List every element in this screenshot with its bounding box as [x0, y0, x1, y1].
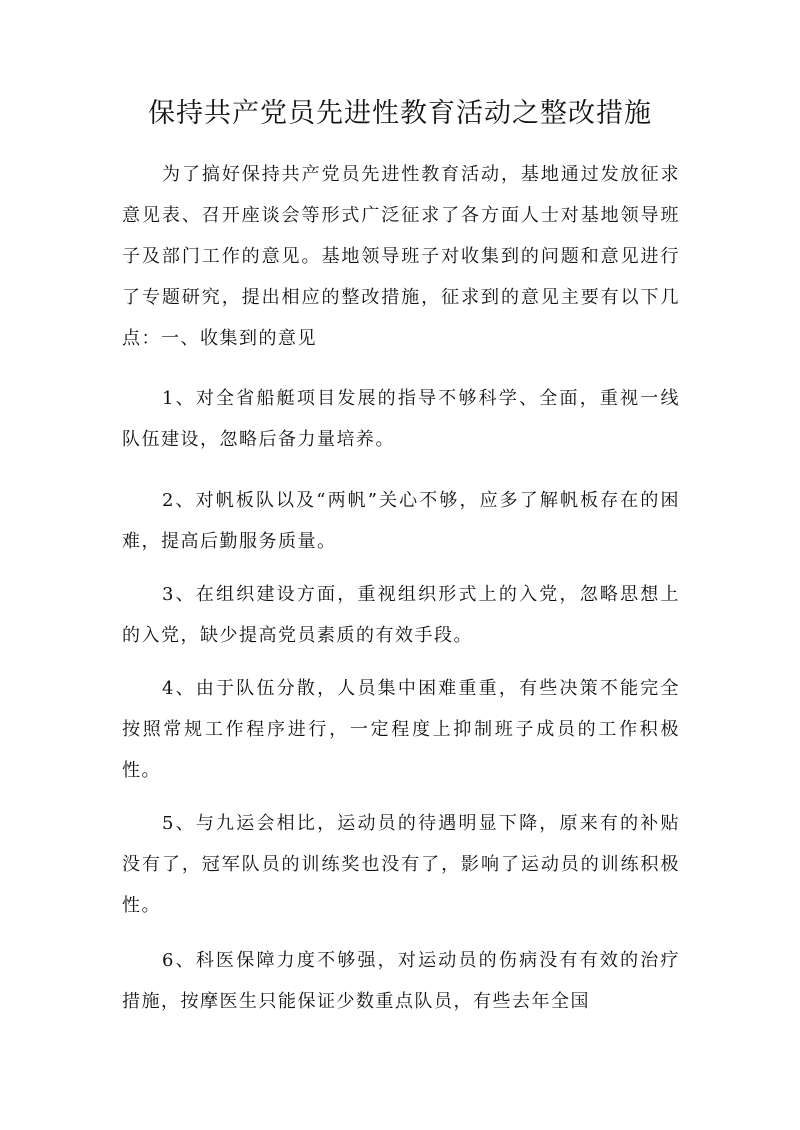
- paragraph-item-1: 1、对全省船艇项目发展的指导不够科学、全面，重视一线队伍建设，忽略后备力量培养。: [122, 388, 680, 450]
- paragraph-item-3: 3、在组织建设方面，重视组织形式上的入党，忽略思想上的入党，缺少提高党员素质的有效手段。: [122, 584, 680, 646]
- paragraph-item-6: 6、科医保障力度不够强，对运动员的伤病没有有效的治疗措施，按摩医生只能保证少数重点队员，有些去年全国: [122, 950, 680, 1012]
- paragraph-item-5: 5、与九运会相比，运动员的待遇明显下降，原来有的补贴没有了，冠军队员的训练奖也没有了，影响了运动员的训练积极性。: [122, 813, 680, 916]
- document-title: 保持共产党员先进性教育活动之整改措施: [148, 98, 652, 129]
- paragraph-item-2: 2、对帆板队以及“两帆”关心不够，应多了解帆板存在的困难，提高后勤服务质量。: [122, 490, 680, 552]
- paragraph-item-4: 4、由于队伍分散，人员集中困难重重，有些决策不能完全按照常规工作程序进行，一定程度上抑制班子成员的工作积极性。: [122, 678, 680, 781]
- paragraph-intro: 为了搞好保持共产党员先进性教育活动，基地通过发放征求意见表、召开座谈会等形式广泛征求了各方面人士对基地领导班子及部门工作的意见。基地领导班子对收集到的问题和意见进行了专题研究，提出相应的整改措施，征求到的意见主要有以下几点：一、收集到的意见: [122, 164, 680, 349]
